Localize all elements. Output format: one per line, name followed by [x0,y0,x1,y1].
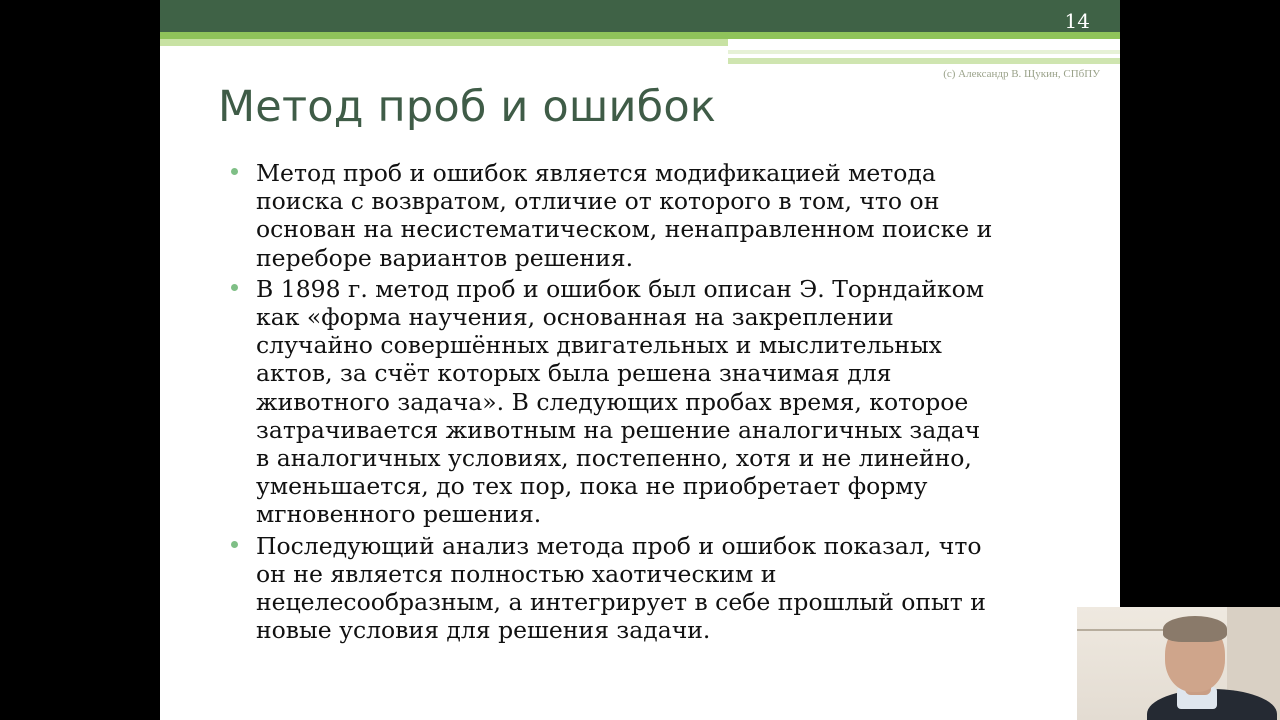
header-accent-band-light [160,39,728,46]
bullet-line: Метод проб и ошибок является модификацией метода [256,159,936,187]
bullet-line: В 1898 г. метод проб и ошибок был описан Э. Торндайком [256,274,984,303]
header-accent-stripe [728,58,1120,64]
bullet-line: новые условия для решения задачи. [256,616,711,645]
bullet-line: Последующий анализ метода проб и ошибок показал, что [256,531,982,560]
bullet-dot-icon [231,168,238,175]
bullet-line: поиска с возвратом, отличие от которого в том, что он [256,187,940,216]
bullet-line: уменьшается, до тех пор, пока не приобретает форму [256,472,928,501]
header-accent-stripe [728,50,1120,54]
bullet-line: животного задача». В следующих пробах время, которое [256,387,969,416]
bullet-item [230,532,1090,645]
presentation-slide [160,0,1120,720]
bullet-line: актов, за счёт которых была решена значимая для [256,359,892,388]
bullet-line: он не является полностью хаотическим и [256,559,777,588]
bullet-dot-icon [231,541,238,548]
webcam-overlay [1077,607,1280,720]
bullet-dot-icon [231,284,238,291]
slide-title: Метод проб и ошибок [218,82,717,132]
bullet-line: основан на несистематическом, ненаправленном поиске и [256,215,993,244]
bullet-item [230,159,1090,272]
presenter-hair [1163,616,1227,642]
bullet-line: переборе вариантов решения. [256,243,634,272]
copyright-note: (с) Александр В. Щукин, СПбПУ [943,68,1100,80]
header-accent-band [160,32,1120,39]
header-band [160,0,1120,32]
bullet-item [230,275,1090,529]
bullet-line: в аналогичных условиях, постепенно, хотя и не линейно, [256,444,972,473]
bullet-line: мгновенного решения. [256,500,542,529]
bullet-line: как «форма научения, основанная на закреплении [256,303,894,332]
slide-number: 14 [1064,9,1090,33]
bullet-line: случайно совершённых двигательных и мыслительных [256,331,942,360]
bullet-list [230,159,1090,647]
bullet-line: затрачивается животным на решение аналогичных задач [256,415,981,444]
bullet-line: нецелесообразным, а интегрирует в себе прошлый опыт и [256,588,986,617]
